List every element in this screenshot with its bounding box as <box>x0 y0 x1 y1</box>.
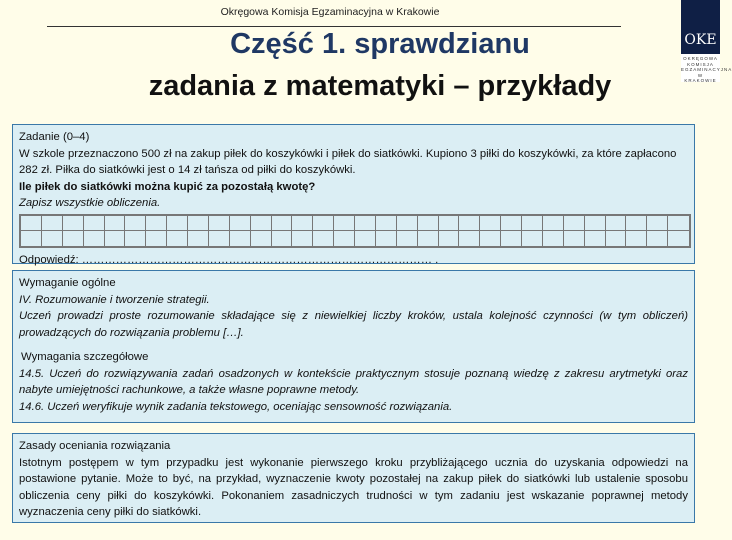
grid-cell <box>480 216 501 232</box>
grid-cell <box>167 231 188 246</box>
grid-cell <box>21 216 42 232</box>
calculation-grid <box>19 214 691 248</box>
grid-cell <box>606 216 627 232</box>
general-requirement-heading: Wymaganie ogólne <box>19 277 116 289</box>
header-divider <box>47 26 621 27</box>
grid-cell <box>209 231 230 246</box>
grid-cell <box>606 231 627 246</box>
grid-cell <box>626 231 647 246</box>
detailed-requirement-14-6: 14.6. Uczeń weryfikuje wynik zadania tekstowego, oceniając sensowność rozwiązania. <box>19 400 453 413</box>
grid-cell <box>251 216 272 232</box>
grid-cell <box>376 231 397 246</box>
grid-cell <box>585 231 606 246</box>
grid-cell <box>272 231 293 246</box>
scoring-heading: Zasady oceniania rozwiązania <box>19 440 171 452</box>
detailed-requirements-heading: Wymagania szczegółowe <box>21 351 149 363</box>
grid-cell <box>522 231 543 246</box>
grid-cell <box>668 231 689 246</box>
grid-cell <box>230 216 251 232</box>
requirements-box <box>12 270 695 423</box>
grid-cell <box>209 216 230 232</box>
detailed-requirement-14-5: 14.5. Uczeń do rozwiązywania zadań osadzonych w kontekście praktycznym stosuje poznaną wiedzę z zakresu arytmetyki oraz nabyte umiejętności rachunkowe, a także własne poprawne metody. <box>19 367 688 396</box>
grid-cell <box>146 231 167 246</box>
grid-cell <box>355 216 376 232</box>
grid-cell <box>292 216 313 232</box>
oke-logo-mark: OKE <box>681 0 720 54</box>
oke-logo <box>681 0 732 83</box>
grid-cell <box>84 231 105 246</box>
grid-cell <box>334 231 355 246</box>
grid-cell <box>522 216 543 232</box>
grid-cell <box>272 216 293 232</box>
slide-subtitle: zadania z matematyki – przykłady <box>148 70 612 102</box>
grid-cell <box>251 231 272 246</box>
general-requirement-item: IV. Rozumowanie i tworzenie strategii. <box>19 293 210 306</box>
grid-cell <box>647 216 668 232</box>
task-heading: Zadanie (0–4) <box>19 131 90 143</box>
grid-cell <box>480 231 501 246</box>
answer-line: Odpowiedź: ………………………………………………………………………………… . <box>19 253 439 266</box>
grid-cell <box>167 216 188 232</box>
grid-cell <box>564 216 585 232</box>
slide-title: Część 1. sprawdzianu <box>230 28 530 60</box>
grid-cell <box>146 216 167 232</box>
grid-cell <box>42 231 63 246</box>
grid-cell <box>439 216 460 232</box>
grid-cell <box>585 216 606 232</box>
grid-cell <box>313 231 334 246</box>
grid-cell <box>292 231 313 246</box>
general-requirement-text: Uczeń prowadzi proste rozumowanie składające się z niewielkiej liczby kroków, ustala kolejność czynności (w tym obliczeń) prowadzących do rozwiązania problemu […]. <box>19 310 688 339</box>
grid-cell <box>397 231 418 246</box>
grid-cell <box>105 216 126 232</box>
grid-cell <box>459 216 480 232</box>
scoring-text: Istotnym postępem w tym przypadku jest wykonanie pierwszego kroku przybliżającego ucznia do uzyskania odpowiedzi na postawione pytanie. Może to być, na przykład, wyznaczenie kwoty pozostałej na zakup piłek do siatkówki lub ustalenie sposobu obliczenia ceny piłki do koszykówki. Pokonaniem zasadniczych trudności w tym zadaniu jest wskazanie poprawnej metody wyznaczenia ceny piłki do siatkówki. <box>19 456 688 518</box>
grid-cell <box>418 216 439 232</box>
grid-cell <box>42 216 63 232</box>
grid-cell <box>188 231 209 246</box>
grid-cell <box>188 216 209 232</box>
grid-cell <box>125 216 146 232</box>
grid-cell <box>543 216 564 232</box>
grid-cell <box>21 231 42 246</box>
grid-cell <box>459 231 480 246</box>
grid-cell <box>230 231 251 246</box>
grid-cell <box>647 231 668 246</box>
oke-logo-caption: OKRĘGOWA KOMISJA EGZAMINACYJNA W KRAKOWIE <box>681 56 732 83</box>
grid-cell <box>418 231 439 246</box>
task-instruction: Zapisz wszystkie obliczenia. <box>19 197 161 209</box>
grid-cell <box>668 216 689 232</box>
grid-cell <box>84 216 105 232</box>
task-question: Ile piłek do siatkówki można kupić za pozostałą kwotę? <box>19 180 316 193</box>
grid-cell <box>543 231 564 246</box>
grid-cell <box>376 216 397 232</box>
grid-cell <box>313 216 334 232</box>
grid-cell <box>334 216 355 232</box>
grid-cell <box>355 231 376 246</box>
grid-cell <box>626 216 647 232</box>
grid-cell <box>397 216 418 232</box>
grid-cell <box>125 231 146 246</box>
grid-cell <box>564 231 585 246</box>
organization-name: Okręgowa Komisja Egzaminacyjna w Krakowie <box>220 6 440 18</box>
grid-cell <box>501 216 522 232</box>
scoring-box <box>12 433 695 523</box>
grid-cell <box>501 231 522 246</box>
grid-cell <box>105 231 126 246</box>
grid-cell <box>63 216 84 232</box>
grid-cell <box>63 231 84 246</box>
task-text: W szkole przeznaczono 500 zł na zakup piłek do koszykówki i piłek do siatkówki. Kupiono 3 piłki do koszykówki, za które zapłacono 282 zł. Piłka do siatkówki jest o 14 zł tańsza od piłki do koszykówki. <box>19 147 677 176</box>
grid-cell <box>439 231 460 246</box>
task-box <box>12 124 695 264</box>
